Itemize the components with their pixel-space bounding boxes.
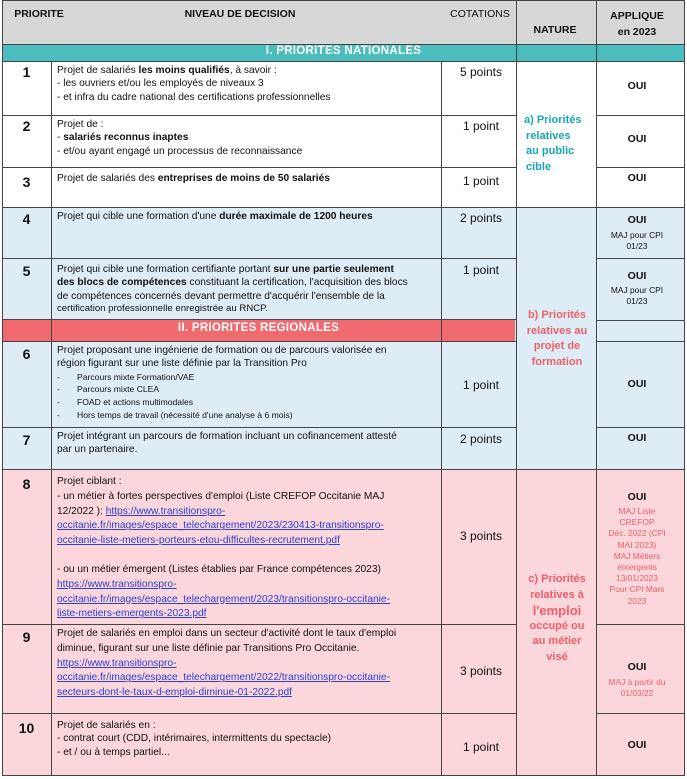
row-points: 3 points bbox=[459, 664, 503, 678]
note-line: MAJ à partir du bbox=[608, 677, 666, 687]
nature-c-line: visé bbox=[546, 650, 568, 663]
rule bbox=[2, 319, 516, 320]
pathway-list bbox=[57, 371, 432, 421]
row-applique: OUI bbox=[627, 133, 647, 145]
crefop-list-link[interactable]: https://www.transitionspro- bbox=[105, 505, 226, 517]
note-line: MAJ pour CPI bbox=[610, 230, 664, 240]
row-points: 3 points bbox=[459, 529, 503, 543]
text: Projet qui cible une formation d'une bbox=[57, 211, 220, 222]
nature-c-line: au métier bbox=[532, 635, 582, 647]
rule bbox=[2, 167, 516, 168]
declining-sectors-link[interactable]: secteurs-dont-le-taux-d-emploi-diminue-01-2022.pdf bbox=[57, 687, 292, 699]
header-cotations: COTATIONS bbox=[450, 8, 510, 20]
row-points: 2 points bbox=[459, 432, 503, 446]
row-number: 10 bbox=[18, 720, 35, 736]
crefop-list-link[interactable]: occitanie-liste-metiers-porteurs-etou-difficultes-recrutement.pdf bbox=[57, 535, 340, 547]
text: constituant la certification, l'acquisition des blocs bbox=[186, 277, 408, 289]
row-note bbox=[596, 506, 678, 607]
text: Projet qui cible une formation certifiante portant bbox=[57, 264, 274, 275]
note-line: MAJ Liste bbox=[618, 506, 656, 516]
list-item-label: Parcours mixte Formation/VAE bbox=[77, 371, 195, 382]
rule bbox=[2, 341, 516, 342]
row-description bbox=[57, 263, 432, 314]
row-points: 2 points bbox=[459, 211, 503, 225]
text-line: - contrat court (CDD, intérimaires, intermittents du spectacle) bbox=[57, 733, 332, 745]
row-points: 1 point bbox=[462, 263, 500, 277]
text-line: Projet proposant une ingénierie de formation ou de parcours valorisée en bbox=[57, 345, 387, 356]
list-item: - Parcours mixte Formation/VAE bbox=[57, 371, 195, 382]
row-number: 5 bbox=[22, 263, 31, 279]
row-points: 5 points bbox=[459, 65, 503, 79]
note-line: émergents bbox=[617, 562, 657, 573]
row-points: 1 point bbox=[462, 378, 500, 392]
rule bbox=[2, 427, 516, 428]
note-line: 01/23 bbox=[626, 241, 648, 252]
emerging-jobs-link[interactable]: liste-metiers-emergents-2023.pdf bbox=[57, 608, 207, 620]
rule bbox=[516, 0, 517, 776]
row-points: 1 point bbox=[462, 174, 500, 188]
row-number: 4 bbox=[22, 211, 31, 227]
row-applique: OUI bbox=[627, 378, 647, 390]
note-line: Pour CPI Mars bbox=[609, 584, 665, 595]
rule bbox=[2, 258, 516, 259]
row-number: 1 bbox=[22, 64, 31, 80]
text-line: - et infra du cadre national des certifications professionnelles bbox=[57, 91, 331, 103]
row-applique: OUI bbox=[627, 80, 647, 92]
text-line: de compétences concernés devant permettre d'acquérir l'ensemble de la bbox=[57, 290, 385, 302]
list-item-label: Parcours mixte CLEA bbox=[77, 384, 160, 395]
note-line: 01/23 bbox=[626, 296, 648, 307]
nature-b-line: b) Priorités bbox=[527, 309, 587, 321]
rule bbox=[2, 207, 685, 208]
row-number: 9 bbox=[22, 629, 31, 645]
text-line: Projet ciblant : bbox=[57, 476, 122, 487]
row-note bbox=[596, 677, 678, 699]
emerging-jobs-link[interactable]: occitanie.fr/images/espace_telechargement/2023/transitionspro-occitanie- bbox=[57, 593, 390, 605]
nature-b-line: projet de bbox=[533, 340, 581, 352]
text: , à savoir : bbox=[229, 65, 277, 76]
text-line: - et/ou ayant engagé un processus de reconnaissance bbox=[57, 145, 303, 157]
text-line: Projet de : bbox=[57, 119, 104, 130]
rule bbox=[2, 624, 516, 625]
row-description bbox=[57, 64, 432, 104]
rule bbox=[596, 320, 685, 321]
rule bbox=[596, 258, 685, 259]
nature-c-line: l'emploi bbox=[532, 603, 582, 618]
emphasis: salariés reconnus inaptes bbox=[63, 132, 189, 144]
row-applique: OUI bbox=[627, 491, 647, 503]
nature-a-line: cible bbox=[526, 160, 552, 173]
national-section-title: I. PRIORITES NATIONALES bbox=[265, 45, 422, 57]
row-description bbox=[57, 627, 432, 701]
row-applique: OUI bbox=[627, 172, 647, 184]
nature-a bbox=[524, 113, 581, 175]
row-description bbox=[57, 210, 432, 223]
text: Projet de salariés des bbox=[57, 173, 158, 184]
row-applique: OUI bbox=[627, 739, 647, 751]
rule bbox=[2, 0, 3, 776]
text: - bbox=[57, 132, 64, 144]
row-description bbox=[57, 344, 432, 421]
declining-sectors-link[interactable]: https://www.transitionspro- bbox=[57, 657, 177, 669]
row-number: 7 bbox=[22, 432, 31, 448]
note-line: Déc. 2022 (CPI bbox=[608, 528, 666, 539]
row-description bbox=[57, 475, 432, 622]
rule bbox=[2, 469, 685, 470]
text: 12/2022 ): bbox=[57, 505, 106, 517]
text-line: - et / ou à temps partiel... bbox=[57, 746, 170, 758]
regional-section-title: II. PRIORITES REGIONALES bbox=[177, 322, 340, 334]
text-line: - ou un métier émergent (Listes établies par France compétences 2023) bbox=[57, 563, 381, 575]
row-number: 2 bbox=[22, 118, 31, 134]
row-note bbox=[596, 230, 678, 252]
text-line: par un partenaire. bbox=[57, 444, 138, 456]
rule bbox=[596, 427, 685, 428]
list-item: - Hors temps de travail (nécessité d'une analyse à 6 mois) bbox=[57, 409, 293, 420]
row-description bbox=[57, 719, 432, 759]
emphasis: des blocs de compétences bbox=[57, 277, 187, 289]
rule bbox=[441, 61, 442, 776]
header-applique-label: APPLIQUE bbox=[610, 10, 664, 22]
nature-a-line: au public bbox=[526, 145, 575, 157]
rule bbox=[51, 61, 52, 776]
header-niveau: NIVEAU DE DECISION bbox=[184, 8, 296, 20]
text-line: Projet intégrant un parcours de formation incluant un cofinancement attesté bbox=[57, 431, 397, 442]
row-note bbox=[596, 285, 678, 307]
note-line: 2023 bbox=[627, 595, 647, 606]
list-item-label: Hors temps de travail (nécessité d'une analyse à 6 mois) bbox=[77, 409, 293, 420]
text-line: Projet de salariés en : bbox=[57, 720, 156, 731]
nature-a-line: relatives bbox=[526, 129, 571, 142]
row-applique: OUI bbox=[627, 432, 647, 444]
nature-b-line: relatives au bbox=[526, 324, 588, 337]
emerging-jobs-link[interactable]: https://www.transitionspro- bbox=[57, 578, 177, 590]
list-item-label: FOAD et actions multimodales bbox=[77, 397, 194, 407]
rule bbox=[596, 115, 685, 116]
rule bbox=[2, 44, 685, 45]
nature-a-line: a) Priorités bbox=[524, 114, 582, 126]
text-line: région figurant sur une liste définie par la Transition Pro bbox=[57, 358, 307, 370]
emphasis: durée maximale de 1200 heures bbox=[219, 211, 373, 222]
rule bbox=[2, 115, 516, 116]
rule bbox=[2, 775, 685, 776]
text: Projet de salariés bbox=[57, 65, 139, 76]
rule bbox=[596, 167, 685, 168]
nature-c bbox=[518, 572, 596, 665]
header-applique bbox=[596, 8, 678, 40]
text-line: - les ouvriers et/ou les employés de niveaux 3 bbox=[57, 78, 264, 90]
note-line: 01/03/22 bbox=[620, 688, 654, 699]
emphasis: sur une partie seulement bbox=[273, 264, 394, 275]
rule bbox=[596, 713, 685, 714]
rule bbox=[596, 624, 685, 625]
row-applique: OUI bbox=[627, 661, 647, 673]
spacer bbox=[57, 549, 432, 563]
text-line: - un métier à fortes perspectives d'emploi (Liste CREFOP Occitanie MAJ bbox=[57, 490, 385, 502]
list-item: - FOAD et actions multimodales bbox=[57, 397, 194, 407]
nature-c-line: occupé ou bbox=[529, 619, 585, 632]
text-line: certification professionnelle enregistrée au RNCP. bbox=[57, 303, 268, 315]
rule bbox=[596, 341, 685, 342]
rule bbox=[2, 61, 685, 62]
note-line: CREFOP bbox=[619, 517, 655, 528]
header-priorite: PRIORITE bbox=[14, 8, 64, 20]
row-number: 6 bbox=[22, 346, 31, 362]
row-points: 1 point bbox=[462, 740, 500, 754]
row-description bbox=[57, 172, 432, 185]
header-nature: NATURE bbox=[533, 24, 577, 36]
note-line: MAJ Métiers bbox=[613, 550, 661, 561]
note-line: MAJ pour CPI bbox=[610, 285, 664, 295]
text-line: diminue, figurant sur une liste définie par Transitions Pro Occitanie. bbox=[57, 642, 360, 654]
row-points: 1 point bbox=[462, 119, 500, 133]
emphasis: les moins qualifiés bbox=[138, 65, 230, 76]
list-item: - Parcours mixte CLEA bbox=[57, 384, 160, 395]
rule bbox=[2, 713, 516, 714]
rule bbox=[684, 0, 685, 776]
row-description bbox=[57, 430, 432, 457]
nature-c-line: relatives à bbox=[530, 588, 584, 601]
note-line: 13/01/2023 bbox=[616, 573, 658, 584]
row-applique: OUI bbox=[627, 270, 647, 282]
crefop-list-link[interactable]: occitanie.fr/images/espace_telechargement/2023/230413-transitionspro- bbox=[57, 520, 384, 532]
row-applique: OUI bbox=[627, 214, 647, 226]
row-description bbox=[57, 118, 432, 158]
note-line: MAI 2023) bbox=[617, 539, 657, 550]
nature-c-line: c) Priorités bbox=[528, 573, 586, 585]
nature-b bbox=[518, 308, 596, 370]
rule bbox=[2, 0, 685, 1]
declining-sectors-link[interactable]: occitanie.fr/images/espace_telechargement/2022/transitionspro-occitanie- bbox=[57, 672, 390, 684]
header-band bbox=[2, 0, 685, 44]
emphasis: entreprises de moins de 50 salariés bbox=[157, 173, 330, 184]
row-number: 8 bbox=[22, 476, 31, 492]
row-number: 3 bbox=[22, 174, 31, 190]
nature-b-line: formation bbox=[531, 355, 583, 368]
text-line: Projet de salariés en emploi dans un secteur d'activité dont le taux d'emploi bbox=[57, 628, 397, 639]
header-applique-year: en 2023 bbox=[617, 26, 657, 38]
